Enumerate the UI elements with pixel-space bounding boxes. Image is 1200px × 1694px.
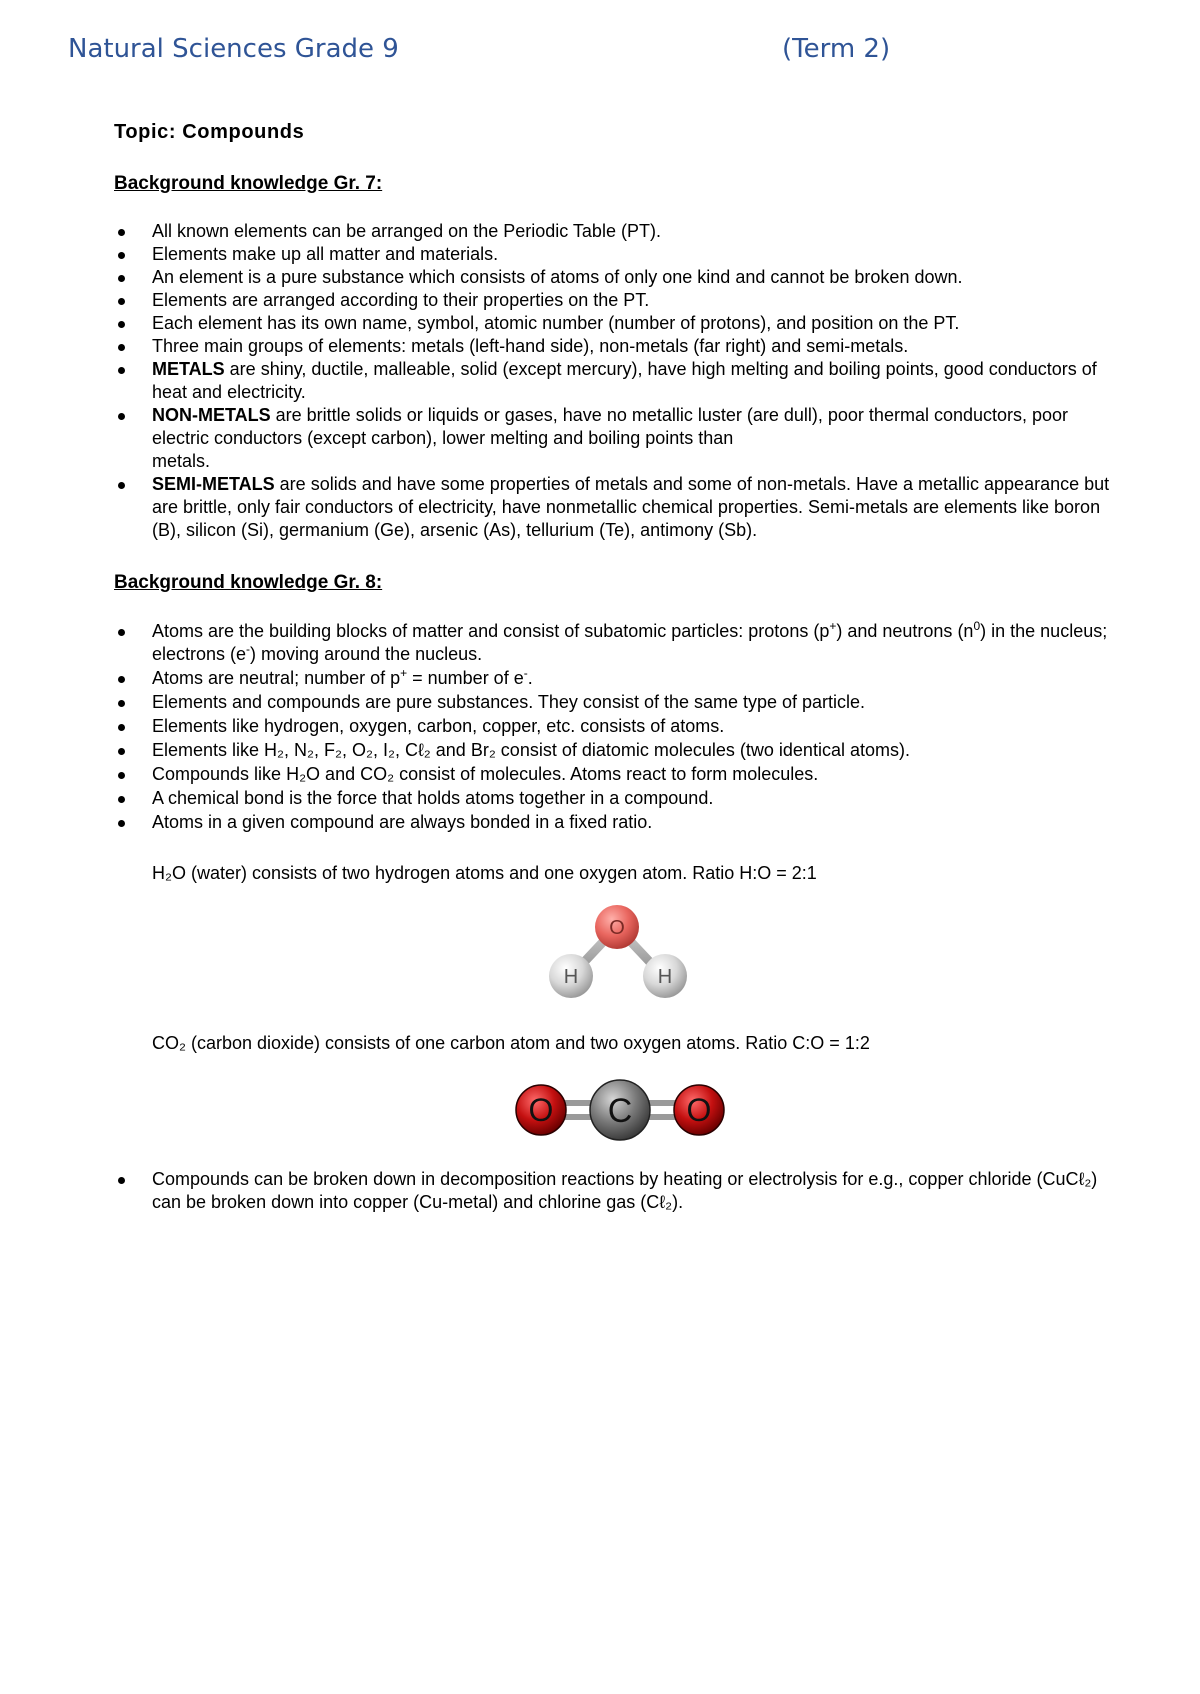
co2-description: CO₂ (carbon dioxide) consists of one carbon atom and two oxygen atoms. Ratio C:O = 1:2 <box>152 1033 870 1053</box>
list-item-atoms: Atoms are the building blocks of matter and consist of subatomic particles: protons (p+) and neutrons $(n^0)$ in the nucleus; electrons (e-) moving around the nucleus. <box>114 620 1124 666</box>
list-item: An element is a pure substance which consists of atoms of only one kind and cannot be broken down. <box>114 266 1124 289</box>
list-item-nonmetals: NON-METALS are brittle solids or liquids or gases, have no metallic luster (are dull), poor thermal conductors, poor electric conductors (except carbon), lower melting and boiling points than metals. <box>114 404 1124 473</box>
page-header-title: Natural Sciences Grade 9 <box>68 34 399 64</box>
bullet-icon <box>118 1177 125 1184</box>
topic-heading: Topic: Compounds <box>114 121 305 143</box>
list-item-metals: METALS are shiny, ductile, malleable, solid (except mercury), have high melting and boiling points, good conductors of heat and electricity. <box>114 358 1124 404</box>
co2-molecule-model <box>510 1070 730 1150</box>
bullet-icon <box>118 298 125 305</box>
bullet-icon <box>118 820 125 827</box>
gr7-bullet-list <box>114 220 1124 542</box>
page-header-term: (Term 2) <box>782 34 891 64</box>
list-item: A chemical bond is the force that holds atoms together in a compound. <box>114 787 1124 810</box>
bullet-icon <box>118 321 125 328</box>
list-item: Atoms in a given compound are always bonded in a fixed ratio. <box>114 811 1124 834</box>
h2o-description: H₂O (water) consists of two hydrogen atoms and one oxygen atom. Ratio H:O = 2:1 <box>152 863 817 883</box>
co2-carbon-label: C <box>607 1092 633 1130</box>
h2o-hydrogen-right-model <box>640 954 690 1004</box>
bullet-icon <box>118 772 125 779</box>
decomposition-bullet-list <box>114 1168 1124 1214</box>
bullet-icon <box>118 275 125 282</box>
list-item-neutral: Atoms are neutral; number of p+ = number of e-. <box>114 667 1124 690</box>
bullet-icon <box>118 629 125 636</box>
list-item: Elements and compounds are pure substances. They consist of the same type of particle. <box>114 691 1124 714</box>
list-item: Elements are arranged according to their properties on the PT. <box>114 289 1124 312</box>
section-heading-gr7: Background knowledge Gr. 7: <box>114 173 383 194</box>
list-item: Elements make up all matter and materials. <box>114 243 1124 266</box>
bullet-icon <box>118 229 125 236</box>
semimetals-term: SEMI-METALS <box>152 474 275 494</box>
bullet-icon <box>118 796 125 803</box>
list-item-semimetals: SEMI-METALS are solids and have some properties of metals and some of non-metals. Have a metallic appearance but are brittle, only fair conductors of electricity, have nonmetallic chemical properties. Semi-metals are elements like boron (B), silicon (Si), germanium (Ge), arsenic (As), tellurium (Te), antimony (Sb). <box>114 473 1124 542</box>
bullet-icon <box>118 724 125 731</box>
list-item: Elements like H₂, N₂, F₂, O₂, I₂, Cℓ₂ and Br₂ consist of diatomic molecules (two identical atoms). <box>114 739 1124 762</box>
list-item-decomposition: Compounds can be broken down in decomposition reactions by heating or electrolysis for e.g., copper chloride (CuCℓ₂) can be broken down into copper (Cu-metal) and chlorine gas (Cℓ₂). <box>114 1168 1124 1214</box>
h2o-oxygen-label: O <box>609 917 625 939</box>
metals-term: METALS <box>152 359 225 379</box>
list-item: Each element has its own name, symbol, atomic number (number of protons), and position on the PT. <box>114 312 1124 335</box>
co2-oxygen-label-left: O <box>528 1092 554 1128</box>
bullet-icon <box>118 252 125 259</box>
bullet-icon <box>118 413 125 420</box>
h2o-hydrogen-label-left: H <box>563 966 579 988</box>
bullet-icon <box>118 676 125 683</box>
nonmetals-term: NON-METALS <box>152 405 271 425</box>
list-item: All known elements can be arranged on the Periodic Table (PT). <box>114 220 1124 243</box>
bullet-icon <box>118 367 125 374</box>
bullet-icon <box>118 344 125 351</box>
section-heading-gr8: Background knowledge Gr. 8: <box>114 572 383 593</box>
list-item: Elements like hydrogen, oxygen, carbon, copper, etc. consists of atoms. <box>114 715 1124 738</box>
bullet-icon <box>118 700 125 707</box>
gr8-bullet-list <box>114 620 1124 835</box>
bullet-icon <box>118 748 125 755</box>
list-item: Compounds like H₂O and CO₂ consist of molecules. Atoms react to form molecules. <box>114 763 1124 786</box>
co2-oxygen-label-right: O <box>686 1092 712 1128</box>
list-item: Three main groups of elements: metals (left-hand side), non-metals (far right) and semi-metals. <box>114 335 1124 358</box>
bullet-icon <box>118 482 125 489</box>
h2o-hydrogen-label-right: H <box>657 966 673 988</box>
